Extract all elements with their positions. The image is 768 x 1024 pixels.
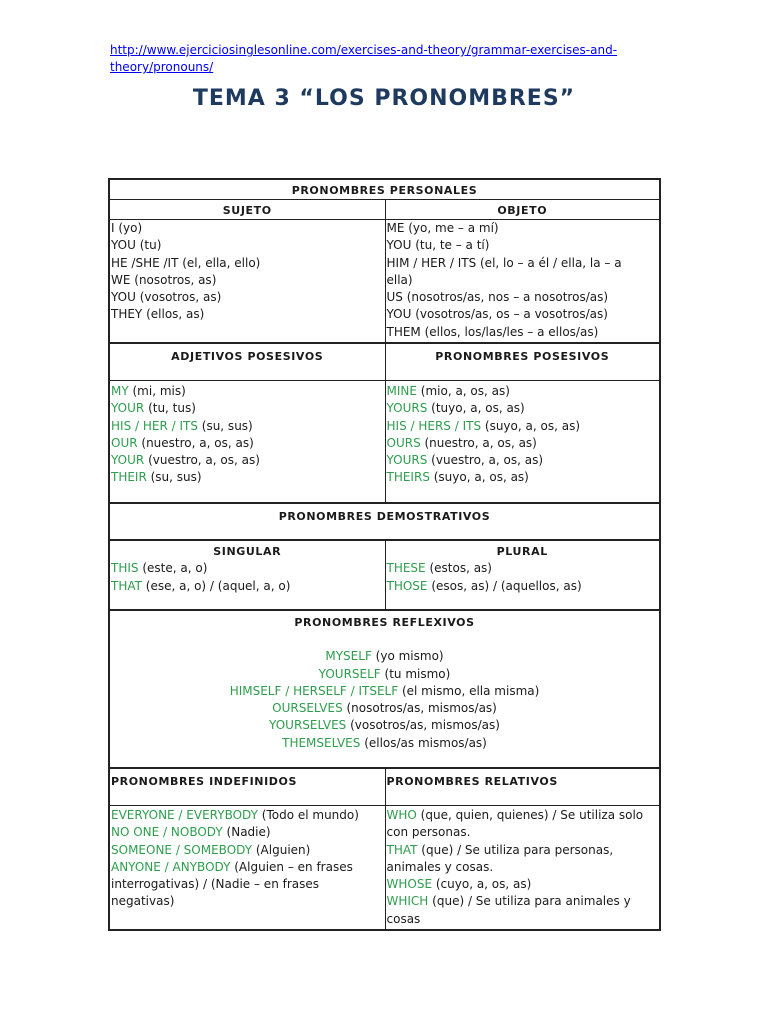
reflexivo-item <box>111 666 658 683</box>
reflexivos-header: PRONOMBRES REFLEXIVOS <box>294 616 475 629</box>
adjetivo-word: THEIR <box>111 470 147 485</box>
indefinido-word: EVERYONE / EVERYBODY <box>111 808 258 822</box>
plural-word: THESE <box>386 561 426 576</box>
indef-rel-header-row <box>110 769 659 806</box>
plural-word: THOSE <box>386 578 428 593</box>
indefinido-word: SOMEONE / SOMEBODY <box>111 842 253 857</box>
indefinido-meaning: (Alguien – en frases interrogativas) / (Nadie – en frases negativas) <box>111 859 353 909</box>
singular-item <box>111 560 384 577</box>
relativo-meaning: (que) / Se utiliza para animales y cosas <box>386 894 631 926</box>
page-title: TEMA 3 “LOS PRONOMBRES” <box>192 86 576 111</box>
personales-header-row <box>110 180 659 200</box>
relativo-word: WHOSE <box>386 877 433 892</box>
pronombre-posesivo-word: HIS / HERS / ITS <box>386 418 482 433</box>
sujeto-header: SUJETO <box>222 204 272 217</box>
reflexivo-word: THEMSELVES <box>282 735 361 750</box>
adjetivo-item <box>111 435 384 452</box>
reflexivo-meaning: (ellos/as mismos/as) <box>360 735 487 750</box>
reflexivos-cell <box>110 611 659 767</box>
objeto-list <box>385 220 660 342</box>
relativo-item <box>387 876 659 893</box>
adjetivos-list <box>110 381 385 502</box>
pronombre-posesivo-word: THEIRS <box>386 470 430 485</box>
pronombre-posesivo-item <box>387 452 659 469</box>
reflexivo-meaning: (yo mismo) <box>371 649 444 664</box>
plural-header: PLURAL <box>496 545 548 558</box>
adjetivo-word: HIS / HER / ITS <box>111 418 198 433</box>
reflexivo-word: YOURSELF <box>318 666 381 681</box>
adjetivo-word: OUR <box>111 435 138 450</box>
pronombre-posesivo-meaning: (vuestro, a, os, as) <box>427 453 544 468</box>
demostrativos-header-row <box>110 504 659 541</box>
adjetivo-item <box>111 383 384 400</box>
posesivos-header-row <box>110 344 659 381</box>
plural-meaning: (esos, as) / (aquellos, as) <box>427 578 582 593</box>
sujeto-item: I (yo) <box>111 221 143 235</box>
objeto-item: THEM (ellos, los/las/les – a ellos/as) <box>386 324 599 339</box>
plural-item <box>387 578 659 595</box>
adjetivo-item <box>111 400 384 417</box>
pronombre-posesivo-meaning: (mio, a, os, as) <box>416 384 510 398</box>
reflexivo-word: YOURSELVES <box>269 718 347 733</box>
sujeto-item: THEY (ellos, as) <box>111 307 205 322</box>
relativo-meaning: (que) / Se utiliza para personas, animales y cosas. <box>386 842 614 874</box>
indefinido-meaning: (Todo el mundo) <box>257 808 359 822</box>
pronombre-posesivo-word: YOURS <box>386 401 428 416</box>
pronombres-posesivos-list <box>385 381 660 502</box>
singular-meaning: (este, a, o) <box>138 561 208 576</box>
objeto-header: OBJETO <box>385 200 660 219</box>
objeto-item: ME (yo, me – a mí) <box>386 221 499 235</box>
adjetivo-meaning: (su, sus) <box>197 418 253 433</box>
reflexivo-word: HIMSELF / HERSELF / ITSELF <box>229 683 399 698</box>
sujeto-item: WE (nosotros, as) <box>111 272 217 287</box>
reflexivo-item <box>111 648 658 665</box>
reflexivo-meaning: (nosotros/as, mismos/as) <box>342 701 497 716</box>
objeto-item: YOU (vosotros/as, os – a vosotros/as) <box>386 307 608 322</box>
sujeto-item: YOU (vosotros, as) <box>111 290 222 305</box>
source-link[interactable] <box>110 42 630 76</box>
adjetivo-meaning: (nuestro, a, os, as) <box>137 435 254 450</box>
indefinido-meaning: (Nadie) <box>222 825 271 840</box>
objeto-item: YOU (tu, te – a tí) <box>386 238 490 253</box>
relativos-header: PRONOMBRES RELATIVOS <box>385 769 660 805</box>
pronombre-posesivo-meaning: (suyo, a, os, as) <box>429 470 529 485</box>
pronombre-posesivo-word: YOURS <box>386 453 428 468</box>
reflexivo-word: MYSELF <box>325 649 372 664</box>
indefinido-item <box>111 859 384 911</box>
indefinido-word: NO ONE / NOBODY <box>111 825 223 840</box>
reflexivo-meaning: (tu mismo) <box>380 666 451 681</box>
adjetivo-item <box>111 469 384 486</box>
source-link-line2[interactable]: theory/pronouns/ <box>110 60 214 74</box>
plural-column <box>385 541 660 609</box>
adjetivo-item <box>111 418 384 435</box>
indefinido-word: ANYONE / ANYBODY <box>111 859 231 874</box>
relativo-meaning: (que, quien, quienes) / Se utiliza solo con personas. <box>386 808 644 840</box>
pronombre-posesivo-meaning: (nuestro, a, os, as) <box>420 435 537 450</box>
singular-header: SINGULAR <box>213 545 282 558</box>
adjetivo-word: YOUR <box>111 453 145 468</box>
indefinido-item <box>111 807 384 824</box>
reflexivo-item <box>111 700 658 717</box>
pronombre-posesivo-item <box>387 435 659 452</box>
sujeto-objeto-header-row <box>110 200 659 220</box>
pronombre-posesivo-item <box>387 469 659 486</box>
pronombre-posesivo-word: MINE <box>386 384 417 398</box>
reflexivo-word: OURSELVES <box>272 701 343 716</box>
relativo-meaning: (cuyo, a, os, as) <box>432 877 532 892</box>
objeto-item: HIM / HER / ITS (el, lo – a él / ella, la – a <box>386 255 622 270</box>
personales-header: PRONOMBRES PERSONALES <box>291 184 478 197</box>
singular-column <box>110 541 385 609</box>
sujeto-item: HE /SHE /IT (el, ella, ello) <box>111 255 261 270</box>
plural-meaning: (estos, as) <box>425 561 492 576</box>
adjetivo-meaning: (vuestro, a, os, as) <box>144 453 260 468</box>
relativo-word: WHO <box>386 808 417 822</box>
adjetivo-meaning: (su, sus) <box>146 470 202 485</box>
relativo-item <box>387 893 659 928</box>
reflexivo-item <box>111 735 658 752</box>
pronombre-posesivo-word: OURS <box>386 435 421 450</box>
adjetivo-word: MY <box>111 384 129 398</box>
sujeto-item: YOU (tu) <box>111 238 162 253</box>
pronouns-table <box>108 178 661 931</box>
indefinidos-list <box>110 806 385 929</box>
reflexivo-item <box>111 717 658 734</box>
singular-word: THAT <box>111 578 142 593</box>
reflexivo-meaning: (el mismo, ella misma) <box>398 683 540 698</box>
singular-word: THIS <box>111 561 139 576</box>
relativo-word: THAT <box>386 842 418 857</box>
relativo-item <box>387 842 659 877</box>
relativos-list <box>385 806 660 929</box>
adjetivo-meaning: (tu, tus) <box>144 401 196 416</box>
plural-item <box>387 560 659 577</box>
objeto-item: ella) <box>386 272 413 287</box>
demostrativos-header: PRONOMBRES DEMOSTRATIVOS <box>278 510 491 523</box>
indef-rel-body-row <box>110 806 659 929</box>
pronombre-posesivo-item <box>387 418 659 435</box>
adjetivo-meaning: (mi, mis) <box>128 384 186 398</box>
singular-meaning: (ese, a, o) / (aquel, a, o) <box>141 578 291 593</box>
objeto-item: US (nosotros/as, nos – a nosotros/as) <box>386 290 609 305</box>
posesivos-body-row <box>110 381 659 504</box>
pronombres-posesivos-header: PRONOMBRES POSESIVOS <box>385 344 660 380</box>
relativo-word: WHICH <box>386 894 429 909</box>
reflexivos-row <box>110 611 659 769</box>
singular-item <box>111 578 384 595</box>
pronombre-posesivo-item <box>387 400 659 417</box>
pronombre-posesivo-meaning: (suyo, a, os, as) <box>481 418 580 433</box>
pronombre-posesivo-item <box>387 383 659 400</box>
source-link-line1[interactable]: http://www.ejerciciosinglesonline.com/exercises-and-theory/grammar-exercises-and- <box>110 43 618 57</box>
sujeto-list <box>110 220 385 342</box>
adjetivo-item <box>111 452 384 469</box>
personales-body-row <box>110 220 659 344</box>
demostrativos-body-row <box>110 541 659 611</box>
reflexivo-item <box>111 683 658 700</box>
indefinido-item <box>111 824 384 841</box>
adjetivo-word: YOUR <box>111 401 145 416</box>
relativo-item <box>387 807 659 842</box>
indefinidos-header: PRONOMBRES INDEFINIDOS <box>111 775 297 788</box>
pronombre-posesivo-meaning: (tuyo, a, os, as) <box>427 401 525 416</box>
reflexivo-meaning: (vosotros/as, mismos/as) <box>346 718 500 733</box>
indefinido-item <box>111 842 384 859</box>
adjetivos-posesivos-header: ADJETIVOS POSESIVOS <box>171 350 324 363</box>
indefinido-meaning: (Alguien) <box>252 842 311 857</box>
